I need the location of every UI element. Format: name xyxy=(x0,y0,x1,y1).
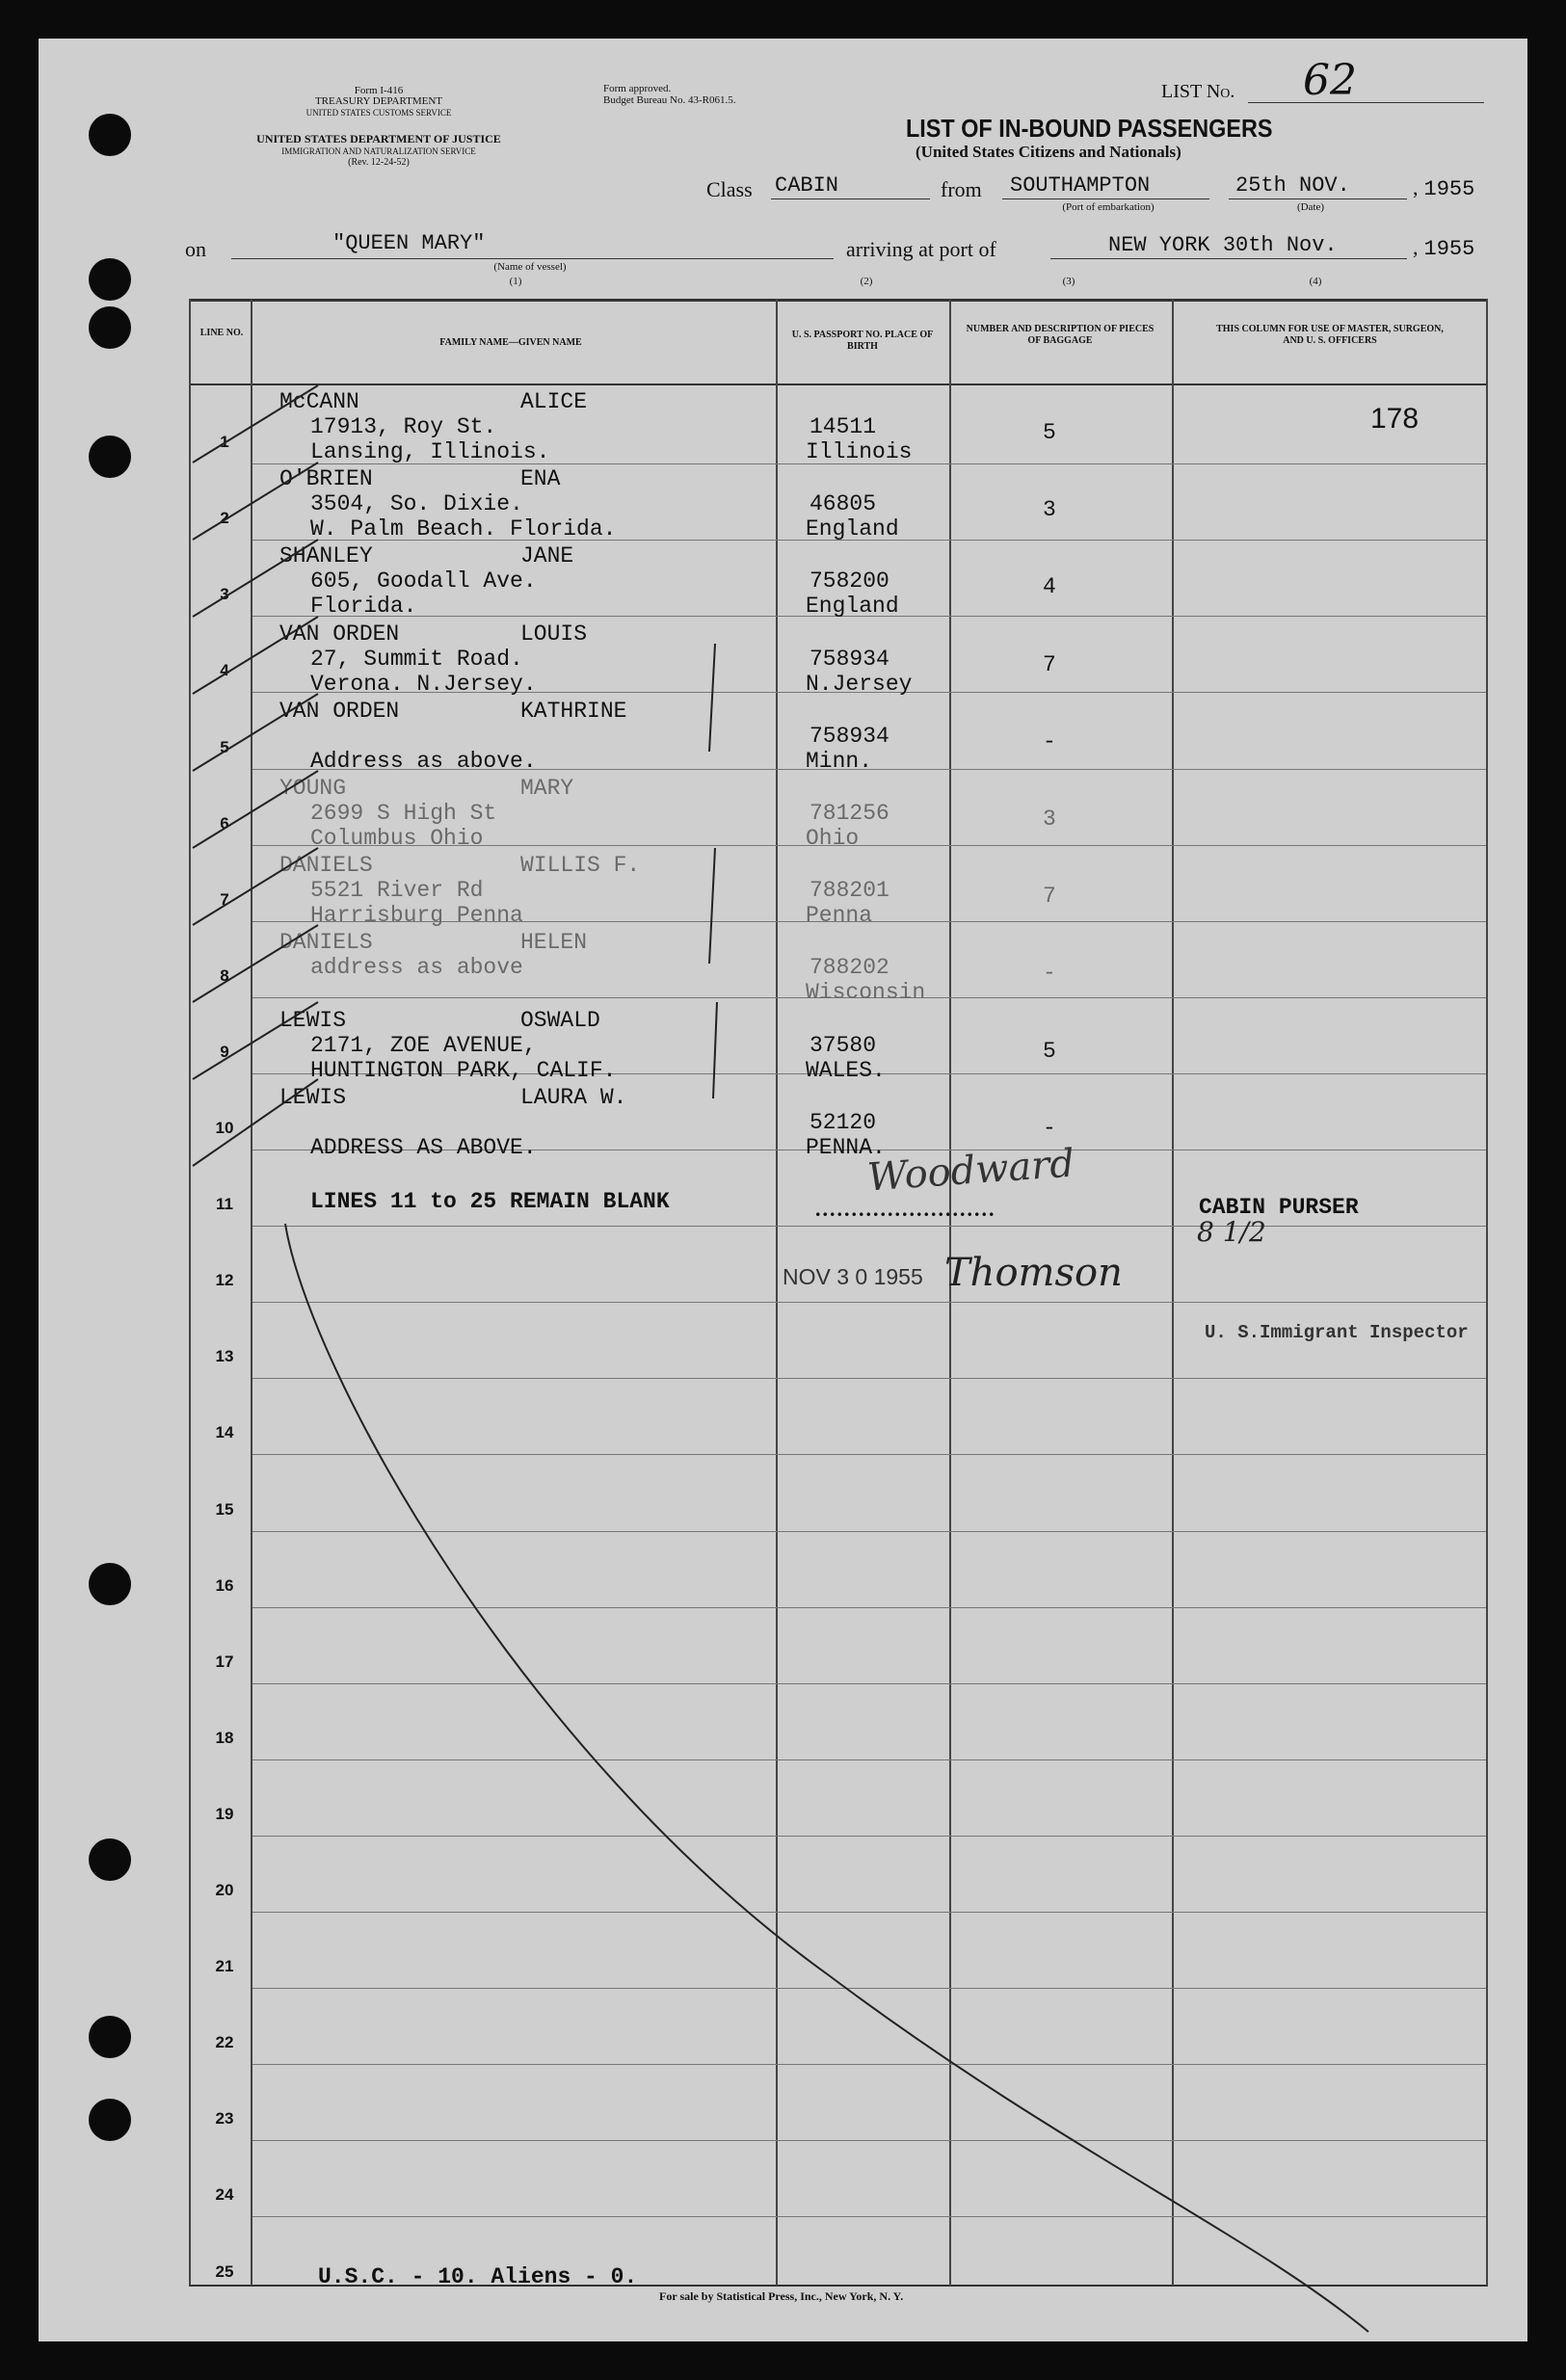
col-header-baggage: NUMBER AND DESCRIPTION OF PIECES OF BAGGAGE xyxy=(966,324,1155,346)
table-header-border xyxy=(189,383,1488,385)
budget-bureau: Budget Bureau No. 43-R061.5. xyxy=(603,94,736,106)
list-subtitle: (United States Citizens and Nationals) xyxy=(916,143,1181,161)
passport-number: 37580 xyxy=(810,1032,877,1058)
binder-hole xyxy=(89,114,131,156)
passenger-address-street: 5521 River Rd xyxy=(310,878,484,904)
passenger-given-name: ALICE xyxy=(520,389,588,414)
list-no-label: LIST No. xyxy=(1161,81,1235,102)
passenger-given-name: WILLIS F. xyxy=(520,853,641,879)
passenger-family-name: LEWIS xyxy=(279,1084,347,1110)
passenger-given-name: MARY xyxy=(520,776,574,801)
passenger-given-name: ENA xyxy=(520,466,561,492)
customs-label: UNITED STATES CUSTOMS SERVICE xyxy=(305,108,452,118)
passenger-given-name: LOUIS xyxy=(520,621,588,647)
baggage-count: 4 xyxy=(1043,574,1056,600)
baggage-count: 3 xyxy=(1043,497,1056,523)
passenger-given-name: LAURA W. xyxy=(520,1084,627,1110)
arrival-port-date: NEW YORK 30th Nov. xyxy=(1108,233,1338,257)
passenger-address-street: 2699 S High St xyxy=(310,801,497,826)
year-1: , 1955 xyxy=(1413,175,1475,201)
line-number: 24 xyxy=(215,2185,234,2205)
line-number: 4 xyxy=(220,661,229,680)
passenger-address-city: Address as above. xyxy=(310,748,537,774)
line-number: 25 xyxy=(215,2261,234,2281)
embark-date: 25th NOV. xyxy=(1235,173,1350,198)
passenger-family-name: McCANN xyxy=(279,389,359,414)
passenger-family-name: YOUNG xyxy=(279,776,347,801)
vessel-caption: (Name of vessel) xyxy=(493,261,567,273)
line-number: 13 xyxy=(215,1347,234,1366)
date-underline xyxy=(1229,198,1407,199)
caption-2: (2) xyxy=(860,276,873,287)
passenger-address-street: address as above xyxy=(310,955,523,981)
passenger-address-city: Florida. xyxy=(310,594,417,620)
binder-hole xyxy=(89,2099,131,2141)
baggage-count: 5 xyxy=(1043,1038,1056,1064)
passenger-given-name: KATHRINE xyxy=(520,698,627,724)
port-embarkation: SOUTHAMPTON xyxy=(1010,173,1151,198)
binder-hole xyxy=(89,306,131,349)
caption-1: (1) xyxy=(509,276,522,287)
row-separator xyxy=(252,1302,1486,1303)
place-of-birth: England xyxy=(806,516,899,542)
place-of-birth: England xyxy=(806,594,899,620)
table-right-border xyxy=(1486,299,1488,2286)
passport-number: 14511 xyxy=(810,414,877,439)
place-of-birth: Penna xyxy=(806,903,873,929)
place-of-birth: WALES. xyxy=(806,1057,886,1083)
row-separator xyxy=(252,1607,1486,1608)
binder-hole xyxy=(89,436,131,478)
line-number: 7 xyxy=(220,889,229,909)
line-number: 6 xyxy=(220,813,229,833)
passenger-given-name: HELEN xyxy=(520,930,588,956)
baggage-count: 5 xyxy=(1043,420,1056,445)
passenger-family-name: DANIELS xyxy=(279,930,373,956)
col-header-line-no: LINE NO. xyxy=(199,328,244,338)
passenger-address-city: Verona. N.Jersey. xyxy=(310,671,537,697)
passenger-address-city: HUNTINGTON PARK, CALIF. xyxy=(310,1057,617,1083)
year-2-value: 1955 xyxy=(1423,237,1475,261)
date-stamp: NOV 3 0 1955 xyxy=(783,1264,923,1289)
row-separator xyxy=(252,2140,1486,2141)
place-of-birth: PENNA. xyxy=(806,1134,886,1160)
summary-totals: U.S.C. - 10. Aliens - 0. xyxy=(318,2264,638,2289)
line-number: 18 xyxy=(215,1728,234,1747)
passport-number: 758934 xyxy=(810,646,889,672)
passenger-family-name: LEWIS xyxy=(279,1007,347,1033)
col-header-officers: THIS COLUMN FOR USE OF MASTER, SURGEON, AND U. S. OFFICERS xyxy=(1216,324,1444,346)
line-number: 15 xyxy=(215,1499,234,1519)
row-separator xyxy=(252,1683,1486,1684)
col-header-passport: U. S. PASSPORT NO. PLACE OF BIRTH xyxy=(791,330,934,352)
rev-label: (Rev. 12-24-52) xyxy=(348,157,410,168)
line-number: 19 xyxy=(215,1804,234,1823)
list-title: LIST OF IN-BOUND PASSENGERS xyxy=(906,114,1273,143)
vessel-name: "QUEEN MARY" xyxy=(332,231,486,255)
baggage-count: 7 xyxy=(1043,884,1056,910)
from-label: from xyxy=(941,177,982,201)
officer-number: 178 xyxy=(1370,403,1420,435)
col-header-name: FAMILY NAME—GIVEN NAME xyxy=(439,337,582,348)
passenger-address-street: 27, Summit Road. xyxy=(310,646,523,672)
binder-hole xyxy=(89,1563,131,1605)
passenger-address-street: 17913, Roy St. xyxy=(310,414,497,439)
passenger-address-street: 2171, ZOE AVENUE, xyxy=(310,1032,537,1058)
line-number: 14 xyxy=(215,1423,234,1442)
baggage-count: 7 xyxy=(1043,651,1056,677)
passenger-address-street: 3504, So. Dixie. xyxy=(310,491,523,517)
form-approved: Form approved. xyxy=(603,83,672,94)
baggage-count: - xyxy=(1043,728,1056,754)
date-caption: (Date) xyxy=(1296,201,1325,213)
binder-hole xyxy=(89,258,131,301)
row-separator xyxy=(252,1836,1486,1837)
vessel-underline xyxy=(231,258,834,259)
line-number: 12 xyxy=(215,1271,234,1290)
row-separator xyxy=(252,2216,1486,2217)
line-number: 22 xyxy=(215,2033,234,2052)
passenger-address-city: Columbus Ohio xyxy=(310,826,484,851)
year-2: , 1955 xyxy=(1413,235,1475,261)
row-separator xyxy=(252,1378,1486,1379)
row-separator xyxy=(252,1226,1486,1227)
line-number: 11 xyxy=(216,1195,233,1214)
inspector-label: U. S.Immigrant Inspector xyxy=(1205,1322,1469,1343)
line-number: 23 xyxy=(215,2109,234,2129)
treasury-label: TREASURY DEPARTMENT xyxy=(314,95,443,107)
on-label: on xyxy=(185,237,206,261)
year-1-value: 1955 xyxy=(1423,177,1475,201)
line-number: 2 xyxy=(220,509,229,528)
line-number: 1 xyxy=(220,433,229,452)
passport-number: 52120 xyxy=(810,1109,877,1135)
arriving-label: arriving at port of xyxy=(846,237,996,261)
justice-label: UNITED STATES DEPARTMENT OF JUSTICE xyxy=(256,132,501,145)
passenger-given-name: JANE xyxy=(520,543,574,569)
cabin-purser-label: CABIN PURSER xyxy=(1199,1195,1359,1220)
line-number: 21 xyxy=(215,1957,234,1976)
place-of-birth: Ohio xyxy=(806,826,860,851)
purser-signature: Woodward xyxy=(865,1141,1076,1201)
class-label: Class xyxy=(706,177,753,201)
row-separator xyxy=(252,1912,1486,1913)
table-top-border xyxy=(189,299,1488,302)
row-separator xyxy=(252,1454,1486,1455)
passenger-address-city: ADDRESS AS ABOVE. xyxy=(310,1134,537,1160)
port-caption: (Port of embarkation) xyxy=(1062,201,1155,213)
passenger-address-city: Harrisburg Penna xyxy=(310,903,523,929)
passenger-family-name: VAN ORDEN xyxy=(279,621,400,647)
class-value: CABIN xyxy=(775,173,839,198)
passenger-family-name: DANIELS xyxy=(279,853,373,879)
line-number: 16 xyxy=(215,1575,234,1595)
list-no-underline xyxy=(1248,102,1484,103)
inspector-initials: 8 1/2 xyxy=(1197,1216,1266,1248)
passenger-address-city: W. Palm Beach. Florida. xyxy=(310,516,617,542)
line-number: 9 xyxy=(220,1042,229,1061)
passenger-family-name: SHANLEY xyxy=(279,543,373,569)
signature-dots: ......................... xyxy=(815,1197,996,1221)
arrival-underline xyxy=(1050,258,1407,259)
caption-3: (3) xyxy=(1062,276,1075,287)
line-number: 17 xyxy=(215,1652,234,1671)
line-number: 8 xyxy=(220,965,229,985)
form-number: Form I-416 xyxy=(354,85,404,96)
passenger-given-name: OSWALD xyxy=(520,1007,600,1033)
ins-label: IMMIGRATION AND NATURALIZATION SERVICE xyxy=(281,146,476,156)
place-of-birth: Minn. xyxy=(806,748,873,774)
inspector-signature: Thomson xyxy=(944,1251,1123,1295)
row-separator xyxy=(252,1531,1486,1532)
passport-number: 758934 xyxy=(810,723,889,749)
row-separator xyxy=(252,2064,1486,2065)
blank-lines-note: LINES 11 to 25 REMAIN BLANK xyxy=(310,1189,670,1214)
passenger-address-street: 605, Goodall Ave. xyxy=(310,569,537,595)
list-no-value: 62 xyxy=(1303,56,1357,105)
passenger-address-city: Lansing, Illinois. xyxy=(310,439,550,464)
place-of-birth: N.Jersey xyxy=(806,671,913,697)
passenger-family-name: VAN ORDEN xyxy=(279,698,400,724)
passport-number: 46805 xyxy=(810,491,877,517)
port-underline xyxy=(1002,198,1209,199)
row-separator xyxy=(252,1988,1486,1989)
line-number: 3 xyxy=(220,585,229,604)
class-underline xyxy=(771,198,930,199)
passport-number: 788202 xyxy=(810,955,889,981)
caption-4: (4) xyxy=(1309,276,1322,287)
baggage-count: 3 xyxy=(1043,807,1056,832)
baggage-count: - xyxy=(1043,961,1056,987)
baggage-count: - xyxy=(1043,1115,1056,1141)
place-of-birth: Wisconsin xyxy=(806,980,926,1006)
place-of-birth: Illinois xyxy=(806,439,913,464)
passport-number: 788201 xyxy=(810,878,889,904)
binder-hole xyxy=(89,2016,131,2058)
footer-printer: For sale by Statistical Press, Inc., New York, N. Y. xyxy=(659,2289,904,2303)
binder-hole xyxy=(89,1838,131,1881)
table-left-border xyxy=(189,299,191,2286)
passport-number: 781256 xyxy=(810,801,889,826)
row-separator xyxy=(252,1759,1486,1760)
passport-number: 758200 xyxy=(810,569,889,595)
line-number: 20 xyxy=(215,1881,234,1899)
line-number: 10 xyxy=(215,1119,234,1137)
passenger-family-name: O'BRIEN xyxy=(279,466,373,492)
line-number: 5 xyxy=(220,737,229,756)
